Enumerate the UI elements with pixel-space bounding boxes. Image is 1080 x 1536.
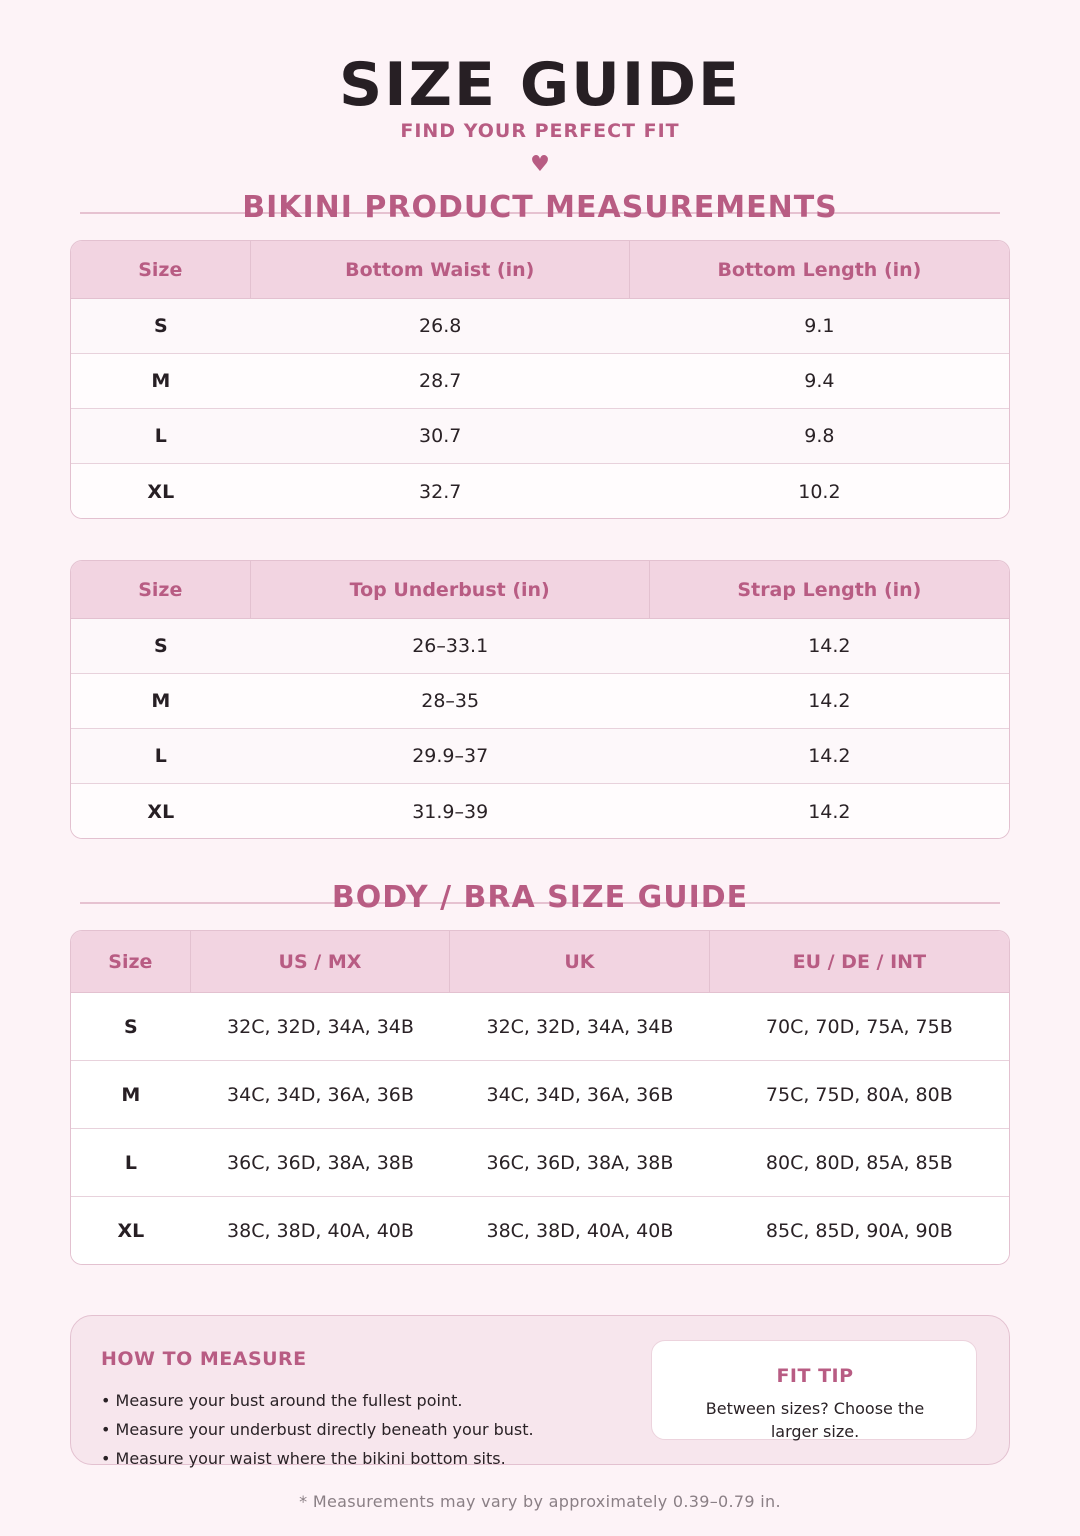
- strap-cell: 14.2: [808, 745, 851, 767]
- us-mx-cell: 36C, 36D, 38A, 38B: [227, 1151, 414, 1174]
- waist-cell: 30.7: [419, 425, 462, 447]
- table-row: [71, 1129, 1009, 1197]
- size-cell: XL: [117, 1220, 145, 1242]
- table-row: [71, 299, 1009, 354]
- underbust-cell: 28–35: [421, 690, 480, 712]
- strap-cell: 14.2: [808, 800, 851, 823]
- column-header: US / MX: [191, 931, 450, 992]
- size-cell: L: [154, 745, 167, 767]
- us-mx-cell: 32C, 32D, 34A, 34B: [227, 1015, 414, 1038]
- fit-tip-title: FIT TIP: [776, 1365, 854, 1387]
- bra-section-title: BODY / BRA SIZE GUIDE: [331, 880, 749, 915]
- fit-tip-card: [651, 1340, 977, 1440]
- length-cell: 9.8: [804, 425, 835, 447]
- table-row: [71, 674, 1009, 729]
- size-cell: L: [154, 425, 167, 447]
- column-header: EU / DE / INT: [792, 950, 927, 973]
- table-body: [71, 993, 1009, 1265]
- size-cell: S: [153, 635, 168, 657]
- heart-icon: ♥: [530, 152, 550, 177]
- underbust-cell: 29.9–37: [412, 745, 489, 767]
- bra-section-heading: [80, 880, 1000, 920]
- tops-table: [70, 560, 1010, 839]
- underbust-cell: 31.9–39: [412, 800, 489, 823]
- table-body: [71, 299, 1009, 519]
- column-header: Bottom Waist (in): [251, 241, 630, 298]
- column-header: Top Underbust (in): [251, 561, 650, 618]
- table-row: [71, 729, 1009, 784]
- list-item: • Measure your underbust directly beneath your bust.: [101, 1420, 534, 1439]
- column-header: Size: [71, 561, 251, 618]
- how-to-measure-box: [70, 1315, 1010, 1468]
- size-cell: M: [121, 1083, 141, 1106]
- table-row: [71, 354, 1009, 409]
- length-cell: 10.2: [798, 480, 841, 503]
- column-header: Size: [71, 241, 251, 298]
- column-header: Strap Length (in): [737, 578, 922, 601]
- length-cell: 9.1: [804, 315, 835, 337]
- table-header-row: [71, 241, 1009, 299]
- table-row: [71, 1197, 1009, 1265]
- table-header-row: [71, 931, 1009, 993]
- table-header-row: [71, 561, 1009, 619]
- bikini-section-heading: [80, 190, 1000, 230]
- size-cell: XL: [147, 480, 175, 503]
- uk-cell: 34C, 34D, 36A, 36B: [486, 1083, 674, 1106]
- list-item: • Measure your bust around the fullest point.: [101, 1391, 463, 1410]
- list-item: • Measure your waist where the bikini bottom sits.: [101, 1449, 506, 1468]
- uk-cell: 38C, 38D, 40A, 40B: [486, 1220, 674, 1242]
- eu-cell: 80C, 80D, 85A, 85B: [765, 1151, 953, 1174]
- page-title: SIZE GUIDE: [338, 50, 741, 120]
- waist-cell: 28.7: [419, 370, 462, 392]
- table-row: [71, 619, 1009, 674]
- size-cell: M: [151, 370, 171, 392]
- bottoms-table: [70, 240, 1010, 519]
- bikini-section-title: BIKINI PRODUCT MEASUREMENTS: [242, 190, 838, 225]
- table-row: [71, 1061, 1009, 1129]
- eu-cell: 85C, 85D, 90A, 90B: [765, 1220, 953, 1242]
- table-row: [71, 993, 1009, 1061]
- size-cell: M: [151, 690, 171, 712]
- strap-cell: 14.2: [808, 635, 851, 657]
- how-to-measure-title: HOW TO MEASURE: [101, 1348, 307, 1370]
- eu-cell: 70C, 70D, 75A, 75B: [765, 1015, 953, 1038]
- uk-cell: 32C, 32D, 34A, 34B: [486, 1015, 674, 1038]
- size-cell: L: [124, 1151, 137, 1174]
- us-mx-cell: 38C, 38D, 40A, 40B: [227, 1220, 414, 1242]
- column-header: UK: [450, 931, 709, 992]
- page-subtitle: FIND YOUR PERFECT FIT: [400, 120, 680, 142]
- fit-tip-body: Between sizes? Choose the larger size.: [705, 1399, 925, 1441]
- table-row: [71, 784, 1009, 839]
- underbust-cell: 26–33.1: [412, 635, 489, 657]
- column-header: Size: [71, 931, 191, 992]
- footnote: * Measurements may vary by approximately 0.39–0.79 in.: [299, 1492, 781, 1511]
- waist-cell: 32.7: [419, 480, 462, 503]
- waist-cell: 26.8: [419, 315, 462, 337]
- table-body: [71, 619, 1009, 839]
- size-cell: S: [124, 1015, 138, 1038]
- us-mx-cell: 34C, 34D, 36A, 36B: [227, 1083, 414, 1106]
- size-cell: XL: [147, 800, 175, 823]
- uk-cell: 36C, 36D, 38A, 38B: [486, 1151, 674, 1174]
- how-to-measure-list: [101, 1386, 534, 1473]
- size-cell: S: [153, 315, 168, 337]
- eu-cell: 75C, 75D, 80A, 80B: [765, 1083, 953, 1106]
- column-header: Bottom Length (in): [717, 258, 922, 281]
- strap-cell: 14.2: [808, 690, 851, 712]
- bra-size-table: [70, 930, 1010, 1265]
- table-row: [71, 409, 1009, 464]
- table-row: [71, 464, 1009, 519]
- length-cell: 9.4: [804, 370, 835, 392]
